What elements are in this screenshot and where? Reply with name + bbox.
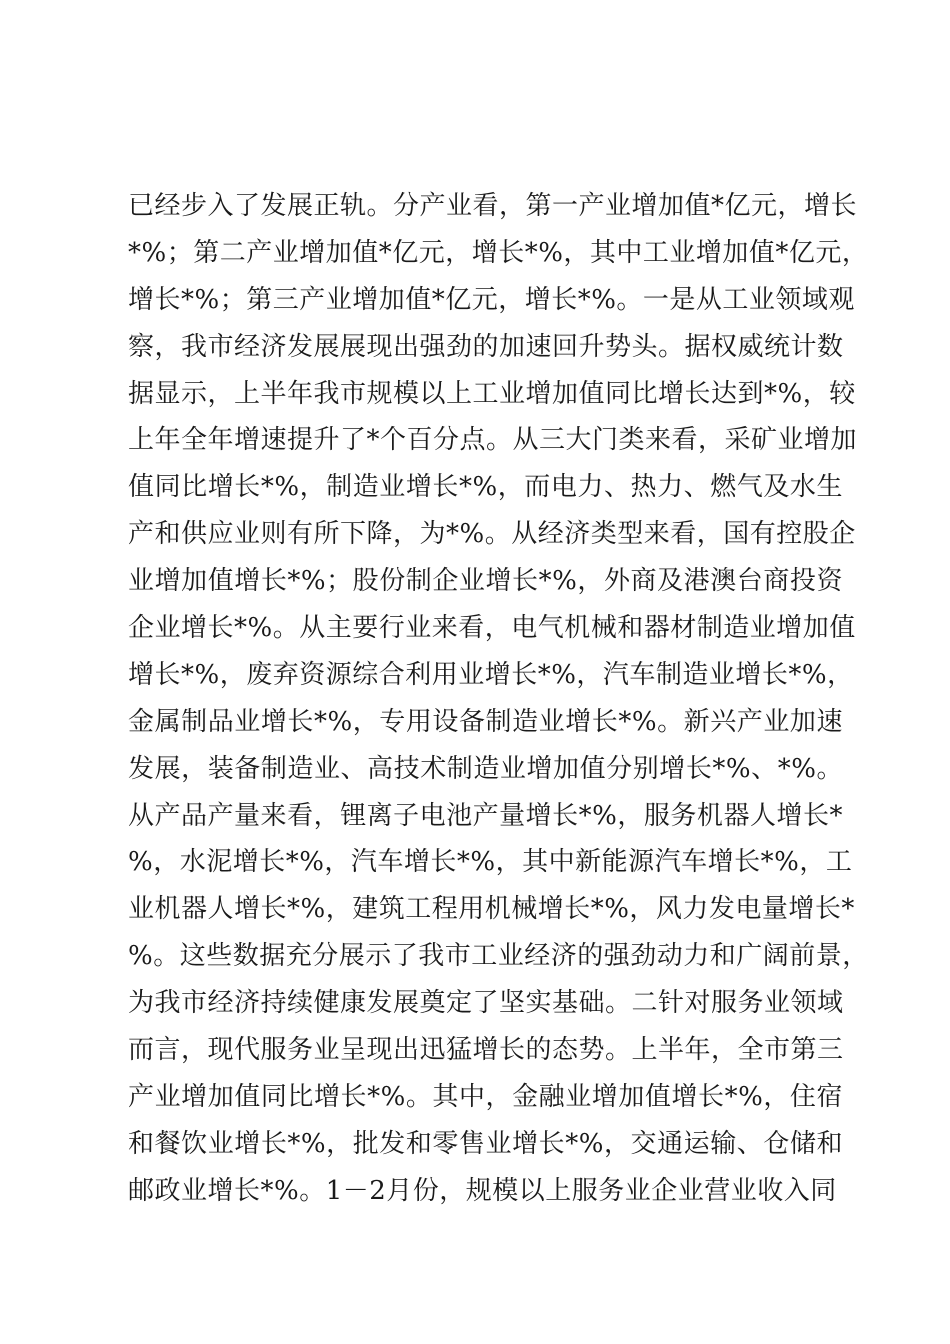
- text-line: 为我市经济持续健康发展奠定了坚实基础。二针对服务业领域: [128, 988, 844, 1019]
- text-line: 据显示，上半年我市规模以上工业增加值同比增长达到*%，较: [128, 378, 856, 409]
- text-line: 和餐饮业增长*%，批发和零售业增长*%，交通运输、仓储和: [128, 1128, 843, 1159]
- text-line: 已经步入了发展正轨。分产业看，第一产业增加值*亿元，增长: [128, 191, 858, 221]
- text-line: 产和供应业则有所下降，为*%。从经济类型来看，国有控股企: [128, 519, 856, 550]
- text-line: %，水泥增长*%，汽车增长*%，其中新能源汽车增长*%，工: [128, 847, 853, 878]
- text-line: 发展，装备制造业、高技术制造业增加值分别增长*%、*%。: [128, 753, 843, 784]
- text-line: 而言，现代服务业呈现出迅猛增长的态势。上半年，全市第三: [128, 1035, 844, 1066]
- text-line: 企业增长*%。从主要行业来看，电气机械和器材制造业增加值: [128, 613, 856, 644]
- text-line: 邮政业增长*%。1－2月份，规模以上服务业企业营业收入同: [128, 1175, 837, 1206]
- text-line: 值同比增长*%，制造业增长*%，而电力、热力、燃气及水生: [128, 472, 843, 503]
- text-line: 金属制品业增长*%，专用设备制造业增长*%。新兴产业加速: [128, 706, 843, 737]
- text-line: 业增加值增长*%；股份制企业增长*%，外商及港澳台商投资: [128, 566, 843, 597]
- text-line: 业机器人增长*%，建筑工程用机械增长*%，风力发电量增长*: [128, 894, 855, 925]
- text-line: 察，我市经济发展展现出强劲的加速回升势头。据权威统计数: [128, 331, 844, 362]
- text-line: 从产品产量来看，锂离子电池产量增长*%，服务机器人增长*: [128, 800, 843, 831]
- text-line: 产业增加值同比增长*%。其中，金融业增加值增长*%，住宿: [128, 1081, 843, 1112]
- text-line: %。这些数据充分展示了我市工业经济的强劲动力和广阔前景，: [128, 941, 869, 972]
- text-line: 上年全年增速提升了*个百分点。从三大门类来看，采矿业增加: [128, 425, 858, 456]
- text-line: 增长*%，废弃资源综合利用业增长*%，汽车制造业增长*%，: [128, 659, 854, 690]
- text-line: 增长*%；第三产业增加值*亿元，增长*%。一是从工业领域观: [128, 284, 855, 315]
- text-line: *%；第二产业增加值*亿元，增长*%，其中工业增加值*亿元，: [128, 237, 869, 268]
- body-paragraph: [128, 183, 869, 1215]
